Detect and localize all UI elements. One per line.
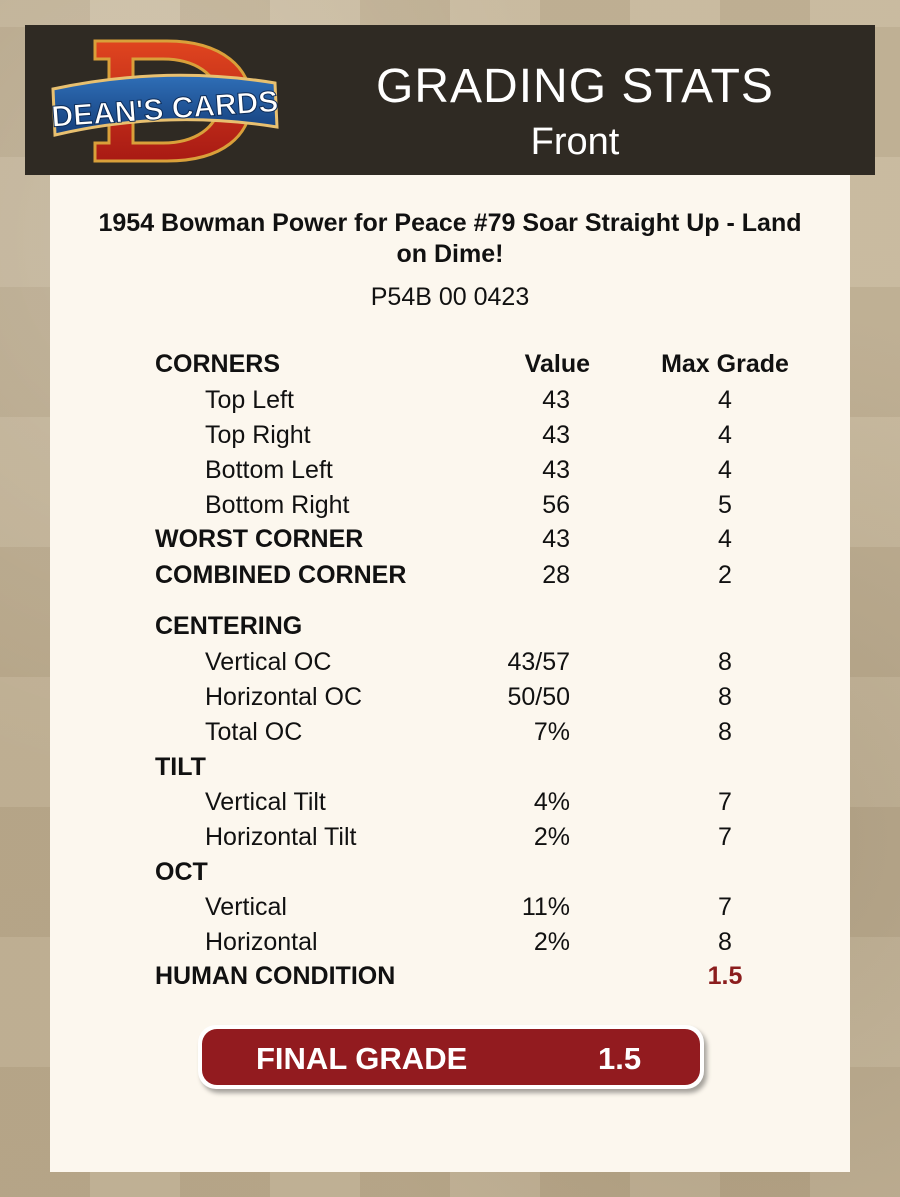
header-banner (25, 25, 875, 175)
row-label: WORST CORNER (155, 525, 364, 553)
card-serial: P54B 00 0423 (370, 283, 530, 311)
row-value: 43 (542, 456, 570, 484)
row-label: Top Left (205, 386, 294, 414)
row-label: Vertical (205, 893, 287, 921)
row-value: 43 (542, 525, 570, 553)
corners-header-row (50, 350, 850, 382)
row-max-grade: 8 (718, 928, 732, 956)
section-label: TILT (155, 753, 206, 781)
table-row (50, 718, 850, 750)
row-max-grade: 8 (718, 718, 732, 746)
table-row (50, 491, 850, 523)
row-max-grade: 8 (718, 648, 732, 676)
row-label: Vertical OC (205, 648, 332, 676)
final-grade-label: FINAL GRADE (256, 1041, 468, 1076)
row-value: 11% (521, 893, 570, 921)
svg-text:DEAN'S CARDS: DEAN'S CARDS (50, 85, 280, 134)
worst-corner-row (50, 525, 850, 557)
row-max-grade: 7 (718, 893, 732, 921)
table-row (50, 893, 850, 925)
row-value: 7% (533, 718, 570, 746)
row-value: 4% (533, 788, 570, 816)
table-row (50, 788, 850, 820)
page-title: GRADING STATS (376, 60, 774, 113)
row-label: Bottom Right (205, 491, 350, 519)
row-label: Horizontal (205, 928, 318, 956)
table-row (50, 456, 850, 488)
table-row (50, 421, 850, 453)
row-label: Top Right (205, 421, 311, 449)
row-label: Horizontal OC (205, 683, 362, 711)
table-row (50, 928, 850, 960)
row-label: Vertical Tilt (205, 788, 326, 816)
section-label: OCT (155, 858, 208, 886)
final-grade-inner (202, 1029, 700, 1085)
row-max-grade: 5 (718, 491, 732, 519)
oct-header-row (50, 858, 850, 890)
combined-corner-row (50, 561, 850, 593)
human-condition-grade: 1.5 (707, 962, 743, 990)
table-row (50, 386, 850, 418)
max-grade-column-header: Max Grade (661, 350, 789, 378)
row-max-grade: 4 (718, 525, 732, 553)
centering-header-row (50, 612, 850, 644)
table-row (50, 823, 850, 855)
row-max-grade: 7 (718, 823, 732, 851)
row-value: 2% (533, 928, 570, 956)
table-row (50, 648, 850, 680)
value-column-header: Value (524, 350, 590, 378)
section-label: CORNERS (155, 350, 281, 378)
human-condition-row (50, 962, 850, 994)
row-value: 50/50 (507, 683, 570, 711)
row-label: Bottom Left (205, 456, 333, 484)
row-label: HUMAN CONDITION (155, 962, 396, 990)
deans-cards-logo (47, 39, 283, 163)
row-value: 43 (542, 421, 570, 449)
row-max-grade: 4 (718, 386, 732, 414)
row-max-grade: 4 (718, 456, 732, 484)
row-max-grade: 4 (718, 421, 732, 449)
row-value: 28 (542, 561, 570, 589)
final-grade-badge (198, 1025, 704, 1089)
table-row (50, 683, 850, 715)
grading-panel (50, 175, 850, 1172)
row-label: COMBINED CORNER (155, 561, 407, 589)
row-value: 43/57 (507, 648, 570, 676)
row-value: 2% (533, 823, 570, 851)
row-max-grade: 7 (718, 788, 732, 816)
tilt-header-row (50, 753, 850, 785)
page-subtitle: Front (530, 121, 620, 163)
row-max-grade: 8 (718, 683, 732, 711)
row-value: 43 (542, 386, 570, 414)
row-max-grade: 2 (718, 561, 732, 589)
final-grade-value: 1.5 (598, 1041, 642, 1076)
row-label: Total OC (205, 718, 303, 746)
section-label: CENTERING (155, 612, 303, 640)
row-value: 56 (542, 491, 570, 519)
card-title: 1954 Bowman Power for Peace #79 Soar Straight Up - Land on Dime! (98, 209, 802, 268)
row-label: Horizontal Tilt (205, 823, 357, 851)
